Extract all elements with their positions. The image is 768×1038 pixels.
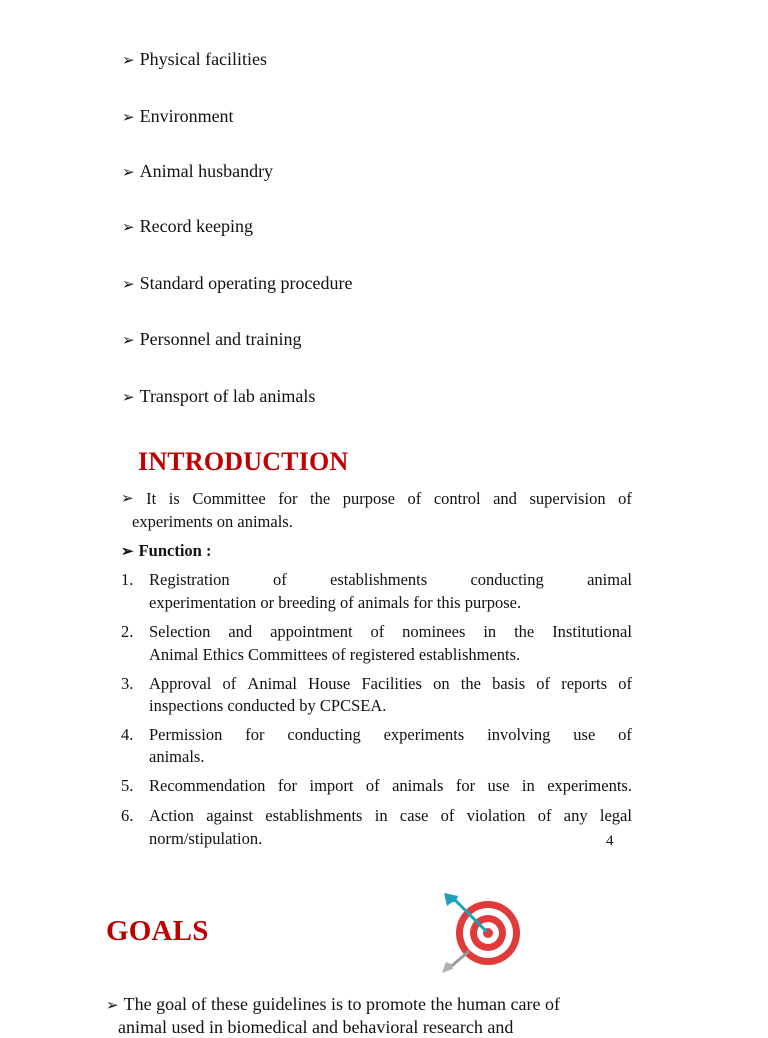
page-number: 4	[606, 833, 614, 849]
list-item-line: experimentation or breeding of animals for this purpose.	[149, 593, 522, 612]
bullet-item: ➢ Animal husbandry	[122, 160, 273, 184]
arrow-bullet-icon: ➢	[121, 544, 134, 560]
arrow-bullet-icon: ➢	[122, 277, 135, 293]
arrow-bullet-icon: ➢	[121, 491, 134, 507]
intro-line-2: experiments on animals.	[132, 512, 293, 531]
arrow-bullet-icon: ➢	[122, 165, 135, 181]
list-item-line: animals.	[149, 747, 205, 766]
bullet-item: ➢ Physical facilities	[122, 48, 267, 72]
list-item-line: Approval of Animal House Facilities on the basis of reports of	[149, 674, 632, 693]
list-item-number: 2.	[121, 622, 134, 641]
bullet-item: ➢ Transport of lab animals	[122, 385, 315, 409]
arrow-bullet-icon: ➢	[122, 110, 135, 126]
arrow-bullet-icon: ➢	[122, 53, 135, 69]
bullet-item: ➢ Environment	[122, 105, 234, 129]
list-item-number: 3.	[121, 674, 134, 693]
list-item-number: 6.	[121, 806, 134, 825]
list-item-number: 4.	[121, 725, 134, 744]
list-item-line: Action against establishments in case of violation of any legal	[149, 806, 632, 825]
introduction-heading: INTRODUCTION	[138, 447, 349, 476]
goals-line-1: ➢ The goal of these guidelines is to promote the human care of	[106, 993, 560, 1017]
list-item-number: 5.	[121, 776, 134, 795]
list-item-line: inspections conducted by CPCSEA.	[149, 696, 387, 715]
list-item-line: norm/stipulation.	[149, 829, 263, 848]
bullet-item: ➢ Standard operating procedure	[122, 272, 353, 296]
target-arrow-icon	[438, 890, 528, 974]
bullet-item: ➢ Record keeping	[122, 215, 253, 239]
list-item-line: Animal Ethics Committees of registered establishments.	[149, 645, 521, 664]
list-item-line: Selection and appointment of nominees in the Institutional	[149, 622, 632, 641]
arrow-bullet-icon: ➢	[122, 390, 135, 406]
list-item-line: Recommendation for import of animals for use in experiments.	[149, 776, 632, 795]
arrow-bullet-icon: ➢	[122, 220, 135, 236]
list-item-line: Registration of establishments conducting animal	[149, 570, 632, 589]
arrow-bullet-icon: ➢	[122, 333, 135, 349]
function-label: ➢ Function :	[121, 540, 211, 563]
bullet-item: ➢ Personnel and training	[122, 328, 302, 352]
list-item-line: Permission for conducting experiments involving use of	[149, 725, 632, 744]
arrow-bullet-icon: ➢	[106, 998, 119, 1014]
list-item-number: 1.	[121, 570, 134, 589]
goals-line-2: animal used in biomedical and behavioral research and	[118, 1017, 514, 1037]
intro-line-1: ➢ It is Committee for the purpose of control and supervision of	[121, 489, 632, 508]
goals-heading: GOALS	[106, 915, 209, 947]
